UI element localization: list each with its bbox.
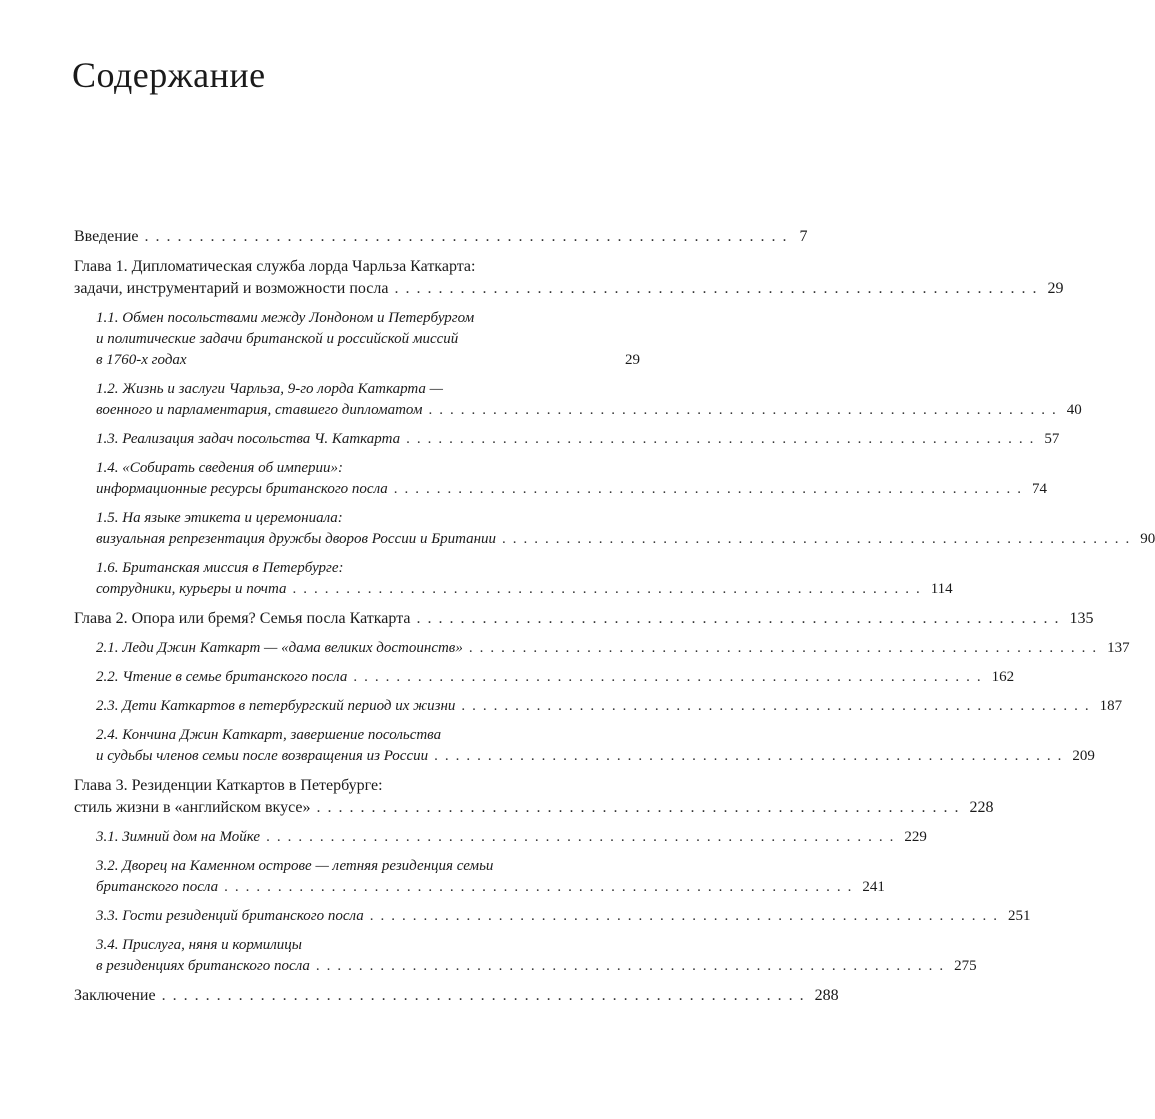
toc-entry-title-cont: и политические задачи британской и российской миссий — [96, 331, 459, 347]
dot-leader: ........................................................... — [161, 987, 811, 1004]
toc-entry-section-1-2 — [74, 379, 1082, 421]
toc-entry-title: 2.4. Кончина Джин Каткарт, завершение посольства — [96, 727, 442, 743]
dot-leader: ........................................................... — [393, 481, 1029, 497]
dot-leader: ........................................................... — [144, 228, 794, 245]
toc-entry-title-cont: военного и парламентария, ставшего дипломатом — [96, 402, 423, 418]
dot-leader: ........................................................... — [266, 829, 901, 845]
toc-entry-section-1-4 — [74, 458, 1048, 500]
page-number: 7 — [799, 228, 808, 245]
toc-entry-chapter-3 — [74, 775, 994, 819]
toc-entry-title: 1.6. Британская миссия в Петербурге: — [96, 560, 344, 576]
page-number: 90 — [1140, 531, 1155, 547]
toc-entry-introduction — [74, 226, 808, 248]
toc-entry-title: Введение — [74, 228, 139, 245]
toc-entry-section-1-3 — [74, 429, 1060, 450]
dot-leader: ........................................................... — [502, 531, 1137, 547]
dot-leader: ........................................................... — [353, 669, 988, 685]
toc-entry-title-cont: в резиденциях британского посла — [96, 958, 310, 974]
toc-entry-section-3-1 — [74, 827, 927, 848]
page-number: 229 — [904, 829, 927, 845]
toc-entry-title-cont: британского посла — [96, 879, 219, 895]
toc-entry-title: Заключение — [74, 987, 156, 1004]
toc-entry-title: Глава 3. Резиденции Каткартов в Петербурге: — [74, 777, 383, 794]
toc-entry-title: 2.1. Леди Джин Каткарт — «дама великих достоинств» — [96, 640, 463, 656]
page-number: 275 — [954, 958, 977, 974]
toc-entry-section-1-1 — [74, 308, 640, 371]
page-number: 228 — [969, 799, 994, 816]
table-of-contents — [74, 226, 1155, 1007]
toc-entry-section-2-3 — [74, 696, 1123, 717]
toc-entry-title: 3.4. Прислуга, няня и кормилицы — [96, 937, 302, 953]
toc-entry-title-cont: стиль жизни в «английском вкусе» — [74, 799, 311, 816]
toc-entry-section-3-3 — [74, 906, 1031, 927]
page-number: 74 — [1032, 481, 1048, 497]
toc-entry-chapter-1 — [74, 256, 1064, 300]
toc-entry-title: 1.3. Реализация задач посольства Ч. Каткарта — [96, 431, 401, 447]
dot-leader: ........................................................... — [468, 640, 1104, 656]
toc-entry-title: 2.3. Дети Каткартов в петербургский период их жизни — [96, 698, 456, 714]
page-number: 251 — [1008, 908, 1031, 924]
toc-entry-title-cont: информационные ресурсы британского посла — [96, 481, 388, 497]
dot-leader: ........................................................... — [428, 402, 1063, 418]
toc-entry-title-cont: и судьбы членов семьи после возвращения из России — [96, 748, 429, 764]
toc-entry-chapter-2 — [74, 608, 1094, 630]
page-number: 40 — [1066, 402, 1082, 418]
toc-entry-section-3-4 — [74, 935, 977, 977]
page-number: 209 — [1072, 748, 1095, 764]
toc-entry-title: 3.2. Дворец на Каменном острове — летняя резиденция семьи — [96, 858, 494, 874]
page-title: Содержание — [72, 55, 266, 95]
toc-entry-title: 1.2. Жизнь и заслуги Чарльза, 9-го лорда Каткарта — — [96, 381, 444, 397]
toc-entry-title: 1.1. Обмен посольствами между Лондоном и Петербургом — [96, 310, 475, 326]
dot-leader: ........................................................... — [292, 581, 927, 597]
toc-entry-section-3-2 — [74, 856, 885, 898]
dot-leader: ........................................................... — [434, 748, 1069, 764]
dot-leader: ........................................................... — [315, 958, 951, 974]
page-number: 29 — [1047, 280, 1064, 297]
dot-leader: ........................................................... — [394, 280, 1044, 297]
toc-entry-section-2-4 — [74, 725, 1095, 767]
toc-entry-title: Глава 2. Опора или бремя? Семья посла Каткарта — [74, 610, 411, 627]
toc-entry-title-cont: сотрудники, курьеры и почта — [96, 581, 287, 597]
toc-entry-title: Глава 1. Дипломатическая служба лорда Чарльза Каткарта: — [74, 258, 476, 275]
page-number: 57 — [1044, 431, 1060, 447]
dot-leader: ........................................................... — [416, 610, 1066, 627]
toc-entry-title: 2.2. Чтение в семье британского посла — [96, 669, 348, 685]
toc-entry-title: 3.3. Гости резиденций британского посла — [96, 908, 364, 924]
toc-entry-title-cont: задачи, инструментарий и возможности посла — [74, 280, 389, 297]
toc-entry-title-cont: визуальная репрезентация дружбы дворов России и Британии — [96, 531, 497, 547]
dot-leader: ........................................................... — [316, 799, 966, 816]
page-number: 162 — [991, 669, 1015, 685]
page-number: 187 — [1099, 698, 1123, 714]
page-number: 288 — [814, 987, 839, 1004]
toc-entry-title-cont: в 1760-х годах — [96, 352, 187, 368]
toc-entry-section-1-5 — [74, 508, 1155, 550]
page-number: 137 — [1107, 640, 1130, 656]
toc-entry-title: 1.5. На языке этикета и церемониала: — [96, 510, 343, 526]
dot-leader: ........................................................... — [461, 698, 1096, 714]
toc-entry-section-2-2 — [74, 667, 1015, 688]
dot-leader: ........................................................... — [369, 908, 1005, 924]
dot-leader: ........................................................... — [224, 879, 859, 895]
toc-entry-title: 3.1. Зимний дом на Мойке — [96, 829, 261, 845]
page-number: 114 — [930, 581, 953, 597]
toc-entry-section-2-1 — [74, 638, 1130, 659]
toc-entry-section-1-6 — [74, 558, 953, 600]
page-number: 241 — [862, 879, 885, 895]
dot-leader: ........................................................... — [406, 431, 1041, 447]
toc-entry-title: 1.4. «Собирать сведения об империи»: — [96, 460, 343, 476]
toc-entry-conclusion — [74, 985, 839, 1007]
page-number: 29 — [625, 352, 640, 368]
page-number: 135 — [1069, 610, 1094, 627]
